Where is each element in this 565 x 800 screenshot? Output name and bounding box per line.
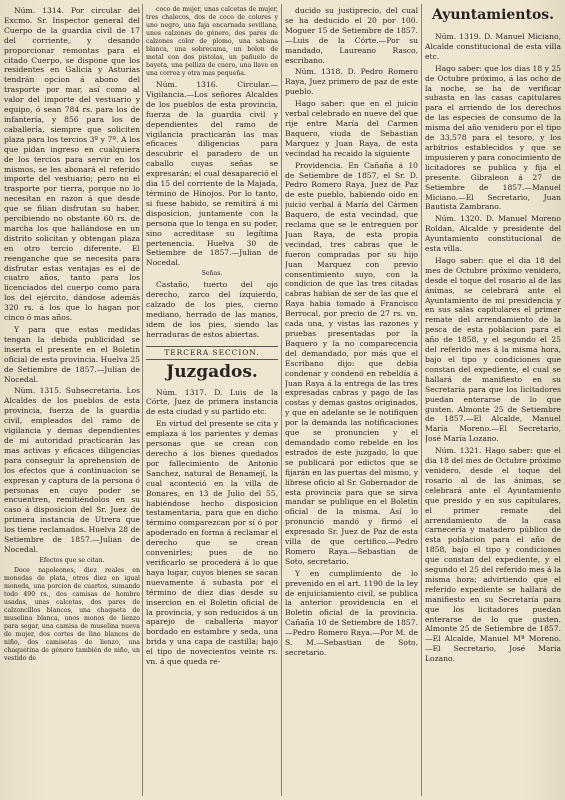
notice-paragraph: Providencia. En Cañaña á 10 de Setiembre de 1857, el Sr. D. Pedro Romero Raya, Juez de Paz de este pueblo, habiendo oido en juicio verbal á María del Cármen Baquero, de esta vecindad, que reclama que se le entreguen por Juan Raya, de esta propia vecindad, tres cabras que le fueron compradas por su hijo Juan Marquez con previo consentimiento suyo, con la condicion de que las tres citadas cabras habian de ser de las que el Raya habia tomado á Francisco Berrocal, por precio de 27 rs. vn. cada una, y vistas las razones y pruebas presentadas por la Baquero y la no comparecencia del demandado, por más que el Escribano dijo: que debia condenar y condenó en rebeldía á Juan Raya á la entrega de las tres expresadas cabras y pago de las costas y demas gastos originados, y que en adelante se le notifiquen por la demanda las notificaciones que se pronuncien y el demandado como rebelde en los estrados de este juzgado, lo que se publicará por edictos que se fijarán en las puertas del mismo, y librese oficio al Sr. Gobernador de esta provincia para que se sirva mandar se publique en el Boletin oficial de la misma. Así lo pronunció mandó y firmó el expresado Sr. Juez de Paz de esta villa de que certifico.—Pedro Romero Raya.—Sebastian de Soto, secretario. xyxy=(285,160,418,566)
column-2 xyxy=(146,6,278,796)
notice-paragraph: Núm. 1321. Hago saber: que el dia 18 del mes de Octubre próximo venidero, desde el toque del rosario al de las ánimas, se celebrará ante el Ayuntamiento que presido y en sus capitulares, el primer remate del arrendamiento de la casa carnecería y matadero público de esta poblacion para el año de 1858, bajo el tipo y condiciones que constan del expediente, y el segundo el 25 del referido mes á la misma hora; advirtiendo que el referido expediente se hallará de manifiesto en su Secretaría para que los licitadores puedan enterarse de lo que gusten. Almonte 25 de Setiembre de 1857.—El Alcalde, Manuel Mª Moreno.—El Secretario, José María Lozano. xyxy=(425,446,561,664)
notice-paragraph: Doce napoleones, diez reales en monedas de plata, otros diez en igual moneda, una porcion de cuartos, sumando todo 490 rs., dos camisas de hombre usadas, unas calcetas, dos pares de calzoncillos blancos, una chaqueta de muselina blanca, unos monos de lienzo para segar, una camisa de muselina nueva de mujer, dos cortes de lino blancos de niño, dos camisetas de lienzo, una chaquetina de género también de niño, un vestido de xyxy=(4,566,140,662)
notice-paragraph: Núm. 1315. Subsecretaria. Los Alcaldes de los pueblos de esta provincia, fuerza de la guardia civil, empleados del ramo de vigilancia y demas dependientes de mi autoridad practicarán las mas activas y eficaces diligencias para conseguir la aprehension de los efectos que á continuacion se expresan y captura de la persona ó personas en cuyo poder se encuentren, remitiéndolos en su caso á disposicion del Sr. Juez de primera instancia de Utrera que los tiene reclamados. Huelva 28 de Setiembre de 1857.—Julian de Nocedal. xyxy=(4,386,140,554)
section-title: Juzgados. xyxy=(166,361,258,382)
column-rule xyxy=(142,4,143,796)
notice-paragraph: Señas. xyxy=(201,270,223,278)
column-4 xyxy=(425,6,561,796)
notice-paragraph: Efectos que se citan. xyxy=(39,556,105,564)
notice-paragraph: Hago saber: que los dias 18 y 25 de Octubre próximo, á las ocho de la noche, se ha de verificar subasta en las casas capitulares para el arriendo de los derechos de las especies de consumo de la misma del año venidero por el tipo de 33,578 para el tesoro, y los arbitrios establecidos y que se impusieren y para conocimiento de licitadores se publica y fija el presente. Gibraleon á 27 de Setiembre de 1857.—Manuel Miciano.—El Secretario, Juan Bautista Zambrano. xyxy=(425,63,561,212)
column-rule xyxy=(421,4,422,796)
notice-paragraph: Núm. 1320. D. Manuel Moreno Roldan, Alcalde y presidente del Ayuntamiento constitucional de esta villa. xyxy=(425,214,561,254)
notice-paragraph: En virtud del presente se cita y emplaza á los parientes y demas personas que se crean con derecho á los bienes quedados por fallecimiento de Antonio Sanchez, natural de Benamejí, la cual aconteció en la villa de Bonares, en 13 de Julio del 55, habiéndose hecho disposicion testamentaria, para que en dicho término comparezcan por sí ó por apoderado en forma á reclamar el derecho que se crean convenirles; pues de no verificarlo se procederá á lo que haya lugar, cuyos bienes se sacan nuevamente á subasta por el término de diez dias desde su insercion en el Boletin oficial de la provincia, y son reducidos á un aparejo de caballería mayor bordado en estambre y seda, una brida y una capa de castilla; bajo el tipo de novecientos veinte rs. vn. á que queda re- xyxy=(146,419,278,667)
notice-paragraph: Hago saber: que el dia 18 del mes de Octubre próximo venidero, desde el toque del rosario al de las ánimas, se celebrará ante el Ayuntamiento de mi presidencia y en sus salas capitulares el primer remate del arrendamiento de la pesca de esta poblacion para el año de 1858, y el segundo el 25 del referido mes á la misma hora, bajo el tipo y condiciones que constan del expediente, el cual se hallará de manifiesto en su Secretaría para que los licitadores puedan enterarse de lo que gusten. Almonte 25 de Setiembre de 1857.—El Alcalde, Manuel María Moreno.—El Secretario, José María Lozano. xyxy=(425,255,561,444)
column-3 xyxy=(285,6,418,796)
notice-paragraph: coco de mujer, unas calcetas de mujer, tres chalecos, dos de coco de colores y uno negro, una faja encarnada sevillana, unos calzones de género, dos pares de calzones color de plomo, una sábana blanca, una sobrecama, un bolon de metal con dos pistolas, un pañuelo de bayeta, una pelliza de cuero, una llave en una correa y otra mas pequeña. xyxy=(146,6,278,77)
notice-paragraph: Hago saber: que en el juicio verbal celebrado en nueve del que rije entre María del Carmen Baquero, viuda de Sebastian Marquez y Juan Raya, de esta vecindad ha recaido la siguiente xyxy=(285,99,418,158)
notice-paragraph: Núm. 1318. D. Pedro Romero Raya, Juez primero de paz de este pueblo. xyxy=(285,67,418,97)
section-heading: TERCERA SECCION. xyxy=(146,346,278,360)
notice-paragraph: Núm. 1317. D. Luis de la Córte, Juez de primera instancia de esta ciudad y su partido etc. xyxy=(146,387,278,417)
notice-paragraph: Y en cumplimiento de lo prevenido en el art. 1190 de la ley de enjuiciamiento civil, se publica la anterior providencia en el Boletin oficial de la provincia. Cañaña 10 de Setiembre de 1857.—Pedro Romero Raya.—Por M. de S. M.—Sebastian de Soto, secretario. xyxy=(285,568,418,657)
column-rule xyxy=(281,4,282,796)
notice-paragraph: Castaño, tuerto del ojo derecho, zarco del izquierdo, calzado de los pies, cierno mediano, herrado de las manos, idem de los pies, siendo las herraduras de estos abiertas. xyxy=(146,280,278,339)
notice-paragraph: Núm. 1314. Por circular del Excmo. Sr. Inspector general del Cuerpo de la guardia civil de 17 del corriente, y desando proporcionar remontas para el citado Cuerpo, se dispone que los residentes en Galicia y Asturias tendrán opcion á abono del trasporte por mar, así como al valor del importe del vestuario y equipo, ó sean 784 rs. para los de infantería, y 856 para los de caballería, siempre que soliciten plaza para los tercios 3º y 7º. A los que pidan ingreso en cualquiera de los tercios para servir en los mismos, se les abonará el referido importe del vestuario; pero no el trasporte por tierra, porque no lo necesitan en razon á que desde que se filian disfrutan su haber, percibiendo no obstante 60 rs. de marcha los que hallándose en un distrito solicitan y obtengan plaza en otro tercio diferente. El reenganche que se necesita para disfrutar estas ventajas es el de cuatro años, tanto para los licenciados del cuerpo como para los del ejército, dándose además 320 rs. á los que lo hagan por cinco ó mas años. xyxy=(4,6,140,323)
notice-paragraph: Núm. 1316. Circular.—Vigilancia.—Los señores Alcaldes de los pueblos de esta provincia, fuerza de la guardia civil y dependientes del ramo de vigilancia practicarán las mas eficaces diligencias para descubrir el paradero de un caballo cuyas señas se expresarán; el cual desapareció el dia 15 del corriente de la Majada, término de Hinojos. Por lo tanto, si fuese habido, se remitirá á mi disposicion, juntamente con la persona que lo tenga en su poder, sino acreditase su legítima pertenencia. Huelva 30 de Setiembre de 1857.—Julian de Nocedal. xyxy=(146,80,278,268)
notice-paragraph: Y para que estas medidas tengan la debida publicidad se inserta el presente en el Boletin oficial de esta provincia. Huelva 25 de Setiembre de 1857.—Julian de Nocedal. xyxy=(4,325,140,384)
section-title: Ayuntamientos. xyxy=(431,7,555,23)
notice-paragraph: Núm. 1319. D. Manuel Miciano, Alcalde constitucional de esta villa etc. xyxy=(425,32,561,61)
column-1 xyxy=(4,6,140,796)
notice-paragraph: ducido su justiprecio, del cual se ha deducido el 20 por 100. Moguer 15 de Setiembre de 1857.—Luis de la Córte.—Por su mandado, Laureano Rasco, escribano. xyxy=(285,6,418,65)
